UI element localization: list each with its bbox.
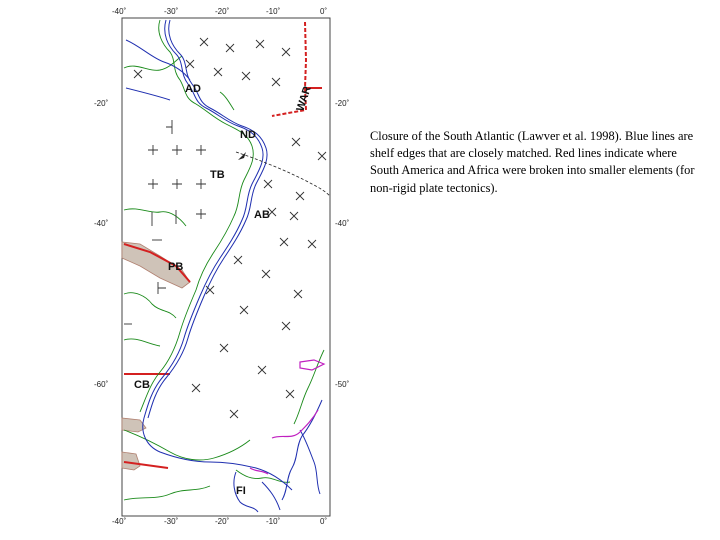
coastline: [124, 486, 210, 500]
plus-symbol: [158, 282, 166, 294]
cross-symbol: [282, 48, 290, 56]
shelf-edge: [262, 482, 280, 510]
tick-label: -20˚: [215, 517, 230, 526]
region-label-ab: AB: [254, 209, 270, 221]
cross-symbol: [258, 366, 266, 374]
shelf-edge: [282, 400, 322, 500]
cross-symbol: [220, 344, 228, 352]
cross-symbol: [318, 152, 326, 160]
coastline: [124, 339, 160, 346]
cross-symbol: [256, 40, 264, 48]
cross-symbol: [230, 410, 238, 418]
cross-symbol: [192, 384, 200, 392]
region-label-cb: CB: [134, 379, 150, 391]
plus-symbol: [166, 120, 172, 134]
cross-symbol: [234, 256, 242, 264]
shelf-edge: [300, 430, 320, 494]
coastline: [140, 20, 253, 412]
tick-label: -30˚: [164, 7, 179, 16]
cross-symbol: [134, 70, 142, 78]
tick-label: -30˚: [164, 517, 179, 526]
coastline: [124, 209, 186, 226]
tick-label: 0˚: [320, 517, 328, 526]
cross-symbol: [226, 44, 234, 52]
right-axis: [335, 99, 350, 389]
cross-symbol: [214, 68, 222, 76]
tick-label: 0˚: [320, 7, 328, 16]
magenta-line: [272, 410, 318, 438]
cross-symbol: [264, 180, 272, 188]
cross-symbol: [242, 72, 250, 80]
tick-label: -20˚: [215, 7, 230, 16]
plus-symbol: [196, 145, 206, 155]
tick-label: -40˚: [112, 517, 127, 526]
arrow-marker: [238, 152, 246, 160]
cross-symbol: [286, 390, 294, 398]
shelf-edge: [143, 20, 292, 490]
cross-symbol: [292, 138, 300, 146]
tick-label: -10˚: [266, 7, 281, 16]
tick-label: -10˚: [266, 517, 281, 526]
shelf-edge: [126, 88, 170, 100]
plus-symbol: [196, 209, 206, 219]
plus-symbol: [172, 179, 182, 189]
plus-symbol: [196, 179, 206, 189]
cross-symbol: [186, 60, 194, 68]
cross-symbol: [290, 212, 298, 220]
bottom-axis: [112, 517, 327, 526]
plus-symbol: [148, 145, 158, 155]
region-label-ad: AD: [185, 83, 201, 95]
region-label-fi: FI: [236, 485, 246, 497]
cross-symbol: [206, 286, 214, 294]
cross-symbol: [308, 240, 316, 248]
region-label-nd: ND: [240, 129, 256, 141]
coastline: [124, 56, 182, 70]
magenta-line: [300, 360, 324, 370]
region-label-war: WAR: [294, 84, 314, 113]
left-axis: [94, 99, 109, 389]
tick-label: -50˚: [335, 380, 350, 389]
cross-symbol: [272, 78, 280, 86]
plus-symbol: [148, 179, 158, 189]
shelf-edge: [126, 40, 190, 80]
figure-caption: Closure of the South Atlantic (Lawver et al. 1998). Blue lines are shelf edges that are closely matched. Red lines indicate where South America and Africa were broken into smaller elements (for non-rigid plate tectonics).: [370, 129, 695, 195]
cross-symbol: [294, 290, 302, 298]
cross-symbol: [296, 192, 304, 200]
coastline: [124, 430, 250, 460]
plus-symbol: [172, 145, 182, 155]
tick-label: -40˚: [94, 219, 109, 228]
plate-fragment: [122, 452, 140, 470]
region-labels: [134, 83, 314, 497]
cross-symbol: [282, 322, 290, 330]
tick-label: -20˚: [94, 99, 109, 108]
cross-symbol: [200, 38, 208, 46]
cross-symbol: [262, 270, 270, 278]
coastline: [220, 92, 234, 110]
plate-fragments: [122, 242, 190, 470]
region-label-pb: PB: [168, 261, 184, 273]
tick-label: -40˚: [335, 219, 350, 228]
tick-label: -60˚: [94, 380, 109, 389]
tick-label: -40˚: [112, 7, 127, 16]
top-axis: [112, 7, 327, 16]
region-label-tb: TB: [210, 169, 225, 181]
tick-label: -20˚: [335, 99, 350, 108]
coastline: [124, 293, 176, 318]
cross-symbol: [240, 306, 248, 314]
cross-symbol: [280, 238, 288, 246]
